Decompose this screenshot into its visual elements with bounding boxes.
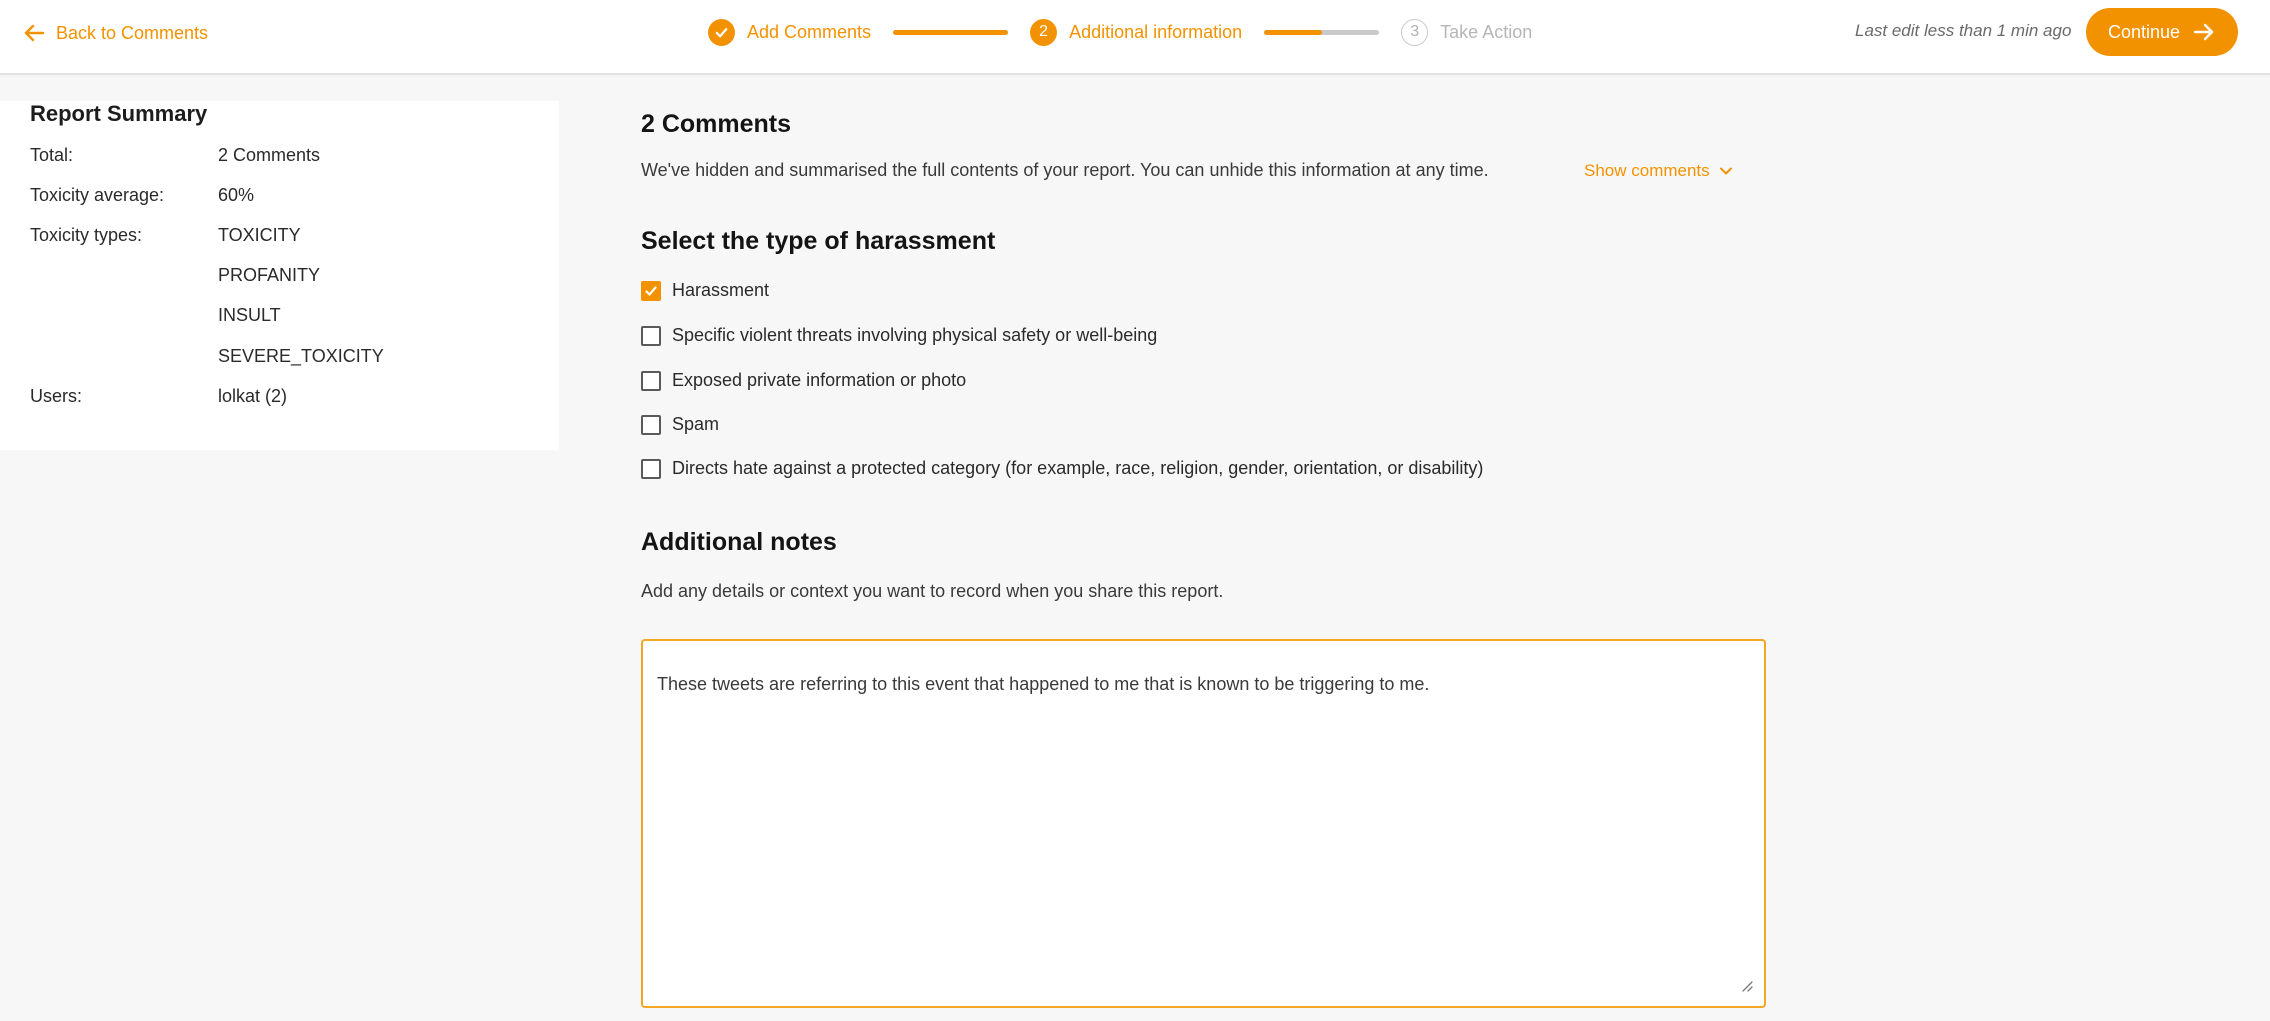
step-connector-1 (893, 30, 1008, 35)
toxicity-type: TOXICITY (218, 225, 301, 245)
step-number: 2 (1030, 19, 1057, 46)
toxicity-type: PROFANITY (218, 265, 321, 285)
comments-heading: 2 Comments (641, 110, 792, 138)
resize-handle-icon[interactable] (1738, 977, 1754, 993)
option-label: Specific violent threats involving physical safety or well-being (672, 325, 1158, 345)
back-to-comments-link[interactable] (22, 18, 208, 48)
notes-description: Add any details or context you want to record when you share this report. (641, 581, 1224, 601)
continue-label: Continue (2107, 21, 2181, 42)
arrow-right-icon (2192, 20, 2216, 44)
step-label: Additional information (1069, 21, 1243, 42)
harassment-option-private-info[interactable] (641, 370, 966, 391)
harassment-option-violent-threats[interactable] (641, 325, 1157, 346)
checkbox[interactable] (641, 459, 661, 479)
chevron-down-icon (1718, 163, 1734, 179)
step-label: Take Action (1440, 21, 1533, 42)
report-summary-panel (0, 101, 559, 450)
users-value: lolkat (2) (218, 386, 288, 406)
step-number: 3 (1401, 19, 1428, 46)
step-connector-fill (1264, 30, 1322, 35)
option-label: Harassment (672, 280, 770, 300)
show-comments-toggle[interactable] (1584, 161, 1734, 181)
checkmark-icon (644, 284, 658, 298)
step-additional-information[interactable] (1030, 19, 1242, 46)
step-add-comments[interactable] (708, 19, 871, 46)
toxicity-type: SEVERE_TOXICITY (218, 346, 384, 366)
show-comments-label: Show comments (1584, 161, 1710, 180)
additional-notes-textarea[interactable] (641, 639, 1766, 1008)
notes-heading: Additional notes (641, 528, 837, 556)
summary-title: Report Summary (30, 101, 208, 126)
continue-button[interactable] (2086, 8, 2238, 56)
checkbox[interactable] (641, 371, 661, 391)
arrow-left-icon (22, 21, 46, 45)
back-link-label: Back to Comments (56, 22, 209, 43)
last-edit-status: Last edit less than 1 min ago (1855, 21, 2072, 40)
total-value: 2 Comments (218, 145, 321, 165)
step-label: Add Comments (747, 21, 872, 42)
harassment-heading: Select the type of harassment (641, 227, 996, 255)
toxicity-average-label: Toxicity average: (30, 185, 165, 205)
toxicity-average-value: 60% (218, 185, 255, 205)
toxicity-type: INSULT (218, 305, 281, 325)
checkbox[interactable] (641, 415, 661, 435)
harassment-option-hate[interactable] (641, 458, 1483, 479)
checkbox-checked[interactable] (641, 281, 661, 301)
top-bar (0, 0, 2270, 75)
toxicity-types-label: Toxicity types: (30, 225, 143, 245)
checkbox[interactable] (641, 326, 661, 346)
check-circle-icon (708, 19, 735, 46)
total-label: Total: (30, 145, 74, 165)
step-take-action[interactable] (1401, 19, 1532, 46)
step-connector-2 (1264, 30, 1379, 35)
step-connector-fill (893, 30, 1008, 35)
option-label: Exposed private information or photo (672, 370, 967, 390)
harassment-option-spam[interactable] (641, 414, 719, 435)
users-label: Users: (30, 386, 83, 406)
progress-stepper (708, 17, 1532, 47)
harassment-option-harassment[interactable] (641, 280, 769, 301)
option-label: Directs hate against a protected category (for example, race, religion, gender, orientation, or disability) (672, 458, 1484, 478)
option-label: Spam (672, 414, 720, 434)
comments-description: We've hidden and summarised the full contents of your report. You can unhide this information at any time. (641, 160, 1489, 180)
